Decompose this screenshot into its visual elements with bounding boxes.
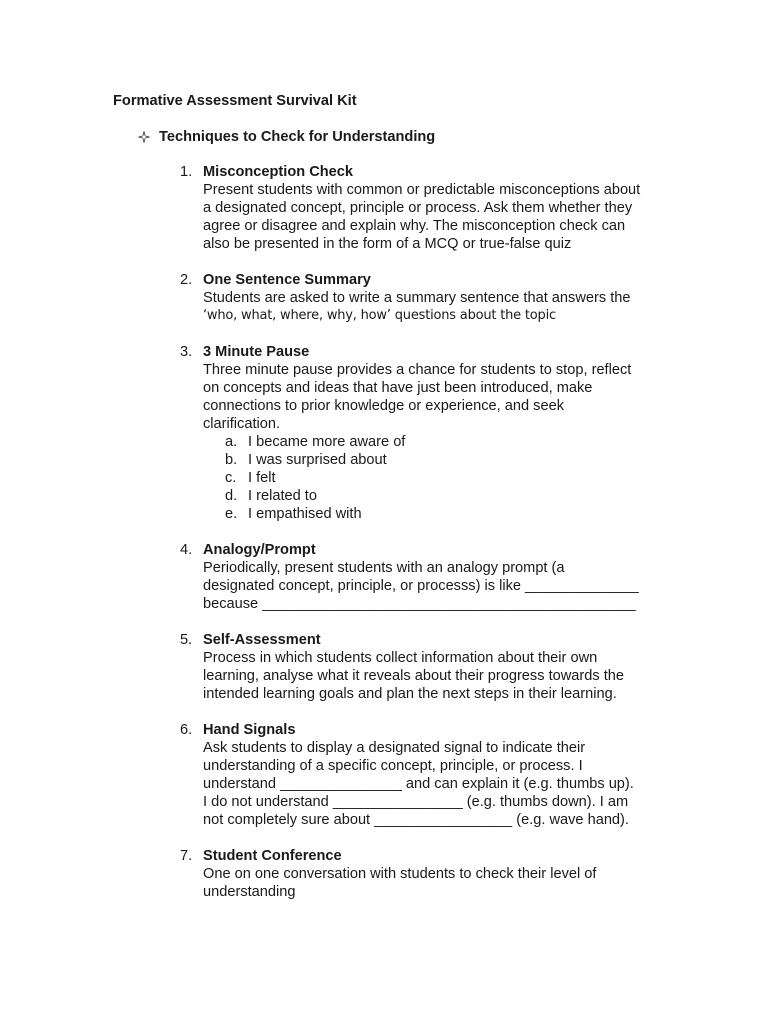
item-text-line: because ______________________________________________ [203,596,636,612]
section-heading-text: Techniques to Check for Understanding [159,129,436,145]
item-number: 4. [180,542,193,558]
item-text-line: a designated concept, principle or process. Ask them whether they [203,200,633,216]
item-text-line: understanding of a specific concept, principle, or process. I [203,758,583,774]
document-title: Formative Assessment Survival Kit [113,93,357,109]
pause-prompt-list [203,433,680,523]
item-text-line: Periodically, present students with an analogy prompt (a [203,560,565,576]
item-number: 1. [180,164,193,180]
item-description [203,649,680,703]
sub-item-letter: a. [225,434,238,450]
list-item-student-conference [180,847,680,901]
item-heading: One Sentence Summary [203,272,371,288]
sub-item-letter: c. [225,470,237,486]
item-number: 6. [180,722,193,738]
item-description [203,739,680,829]
item-description [203,361,680,433]
item-text-line: designated concept, principle, or processs) is like ______________ [203,578,639,594]
sub-list-item [203,487,680,505]
item-text-line: also be presented in the form of a MCQ or true-false quiz [203,236,572,252]
sub-item-text: I related to [248,488,317,504]
list-item-misconception-check [180,163,680,253]
item-heading: Hand Signals [203,722,296,738]
item-text-line: Present students with common or predictable misconceptions about [203,182,641,198]
section-heading [137,128,435,146]
sub-item-text: I felt [248,470,276,486]
sub-list-item [203,505,680,523]
sub-item-text: I became more aware of [248,434,406,450]
item-text-line: learning, analyse what it reveals about their progress towards the [203,668,625,684]
sub-list-item [203,451,680,469]
item-text-line: Process in which students collect information about their own [203,650,598,666]
list-item-analogy-prompt [180,541,680,613]
item-heading: Misconception Check [203,164,354,180]
sub-item-text: I empathised with [248,506,362,522]
diamond-bullet-icon [137,130,151,144]
item-heading: Analogy/Prompt [203,542,316,558]
item-number: 5. [180,632,193,648]
item-heading: 3 Minute Pause [203,344,310,360]
item-description [203,865,680,901]
item-text-line: Students are asked to write a summary sentence that answers the [203,290,631,306]
item-number: 7. [180,848,193,864]
list-item-one-sentence-summary [180,271,680,325]
list-item-hand-signals [180,721,680,829]
technique-list [180,163,680,919]
item-heading: Self-Assessment [203,632,321,648]
item-description [203,559,680,613]
item-text-line: One on one conversation with students to check their level of [203,866,597,882]
item-description [203,289,680,325]
item-number: 3. [180,344,193,360]
item-text-line: ‘who, what, where, why, how’ questions about the topic [203,308,556,323]
item-text-line: understand _______________ and can explain it (e.g. thumbs up). [203,776,634,792]
item-text-line: on concepts and ideas that have just been introduced, make [203,380,593,396]
item-description [203,181,680,253]
sub-item-letter: e. [225,506,238,522]
item-text-line: connections to prior knowledge or experience, and seek [203,398,565,414]
item-text-line: I do not understand ________________ (e.g. thumbs down). I am [203,794,629,810]
item-text-line: understanding [203,884,296,900]
item-text-line: clarification. [203,416,281,432]
item-text-line: not completely sure about _________________ (e.g. wave hand). [203,812,629,828]
item-number: 2. [180,272,193,288]
sub-list-item [203,433,680,451]
item-text-line: intended learning goals and plan the next steps in their learning. [203,686,617,702]
sub-item-letter: d. [225,488,238,504]
item-heading: Student Conference [203,848,342,864]
item-text-line: agree or disagree and explain why. The misconception check can [203,218,626,234]
list-item-3-minute-pause [180,343,680,523]
sub-item-text: I was surprised about [248,452,387,468]
sub-item-letter: b. [225,452,238,468]
sub-list-item [203,469,680,487]
list-item-self-assessment [180,631,680,703]
item-text-line: Three minute pause provides a chance for students to stop, reflect [203,362,632,378]
item-text-line: Ask students to display a designated signal to indicate their [203,740,586,756]
